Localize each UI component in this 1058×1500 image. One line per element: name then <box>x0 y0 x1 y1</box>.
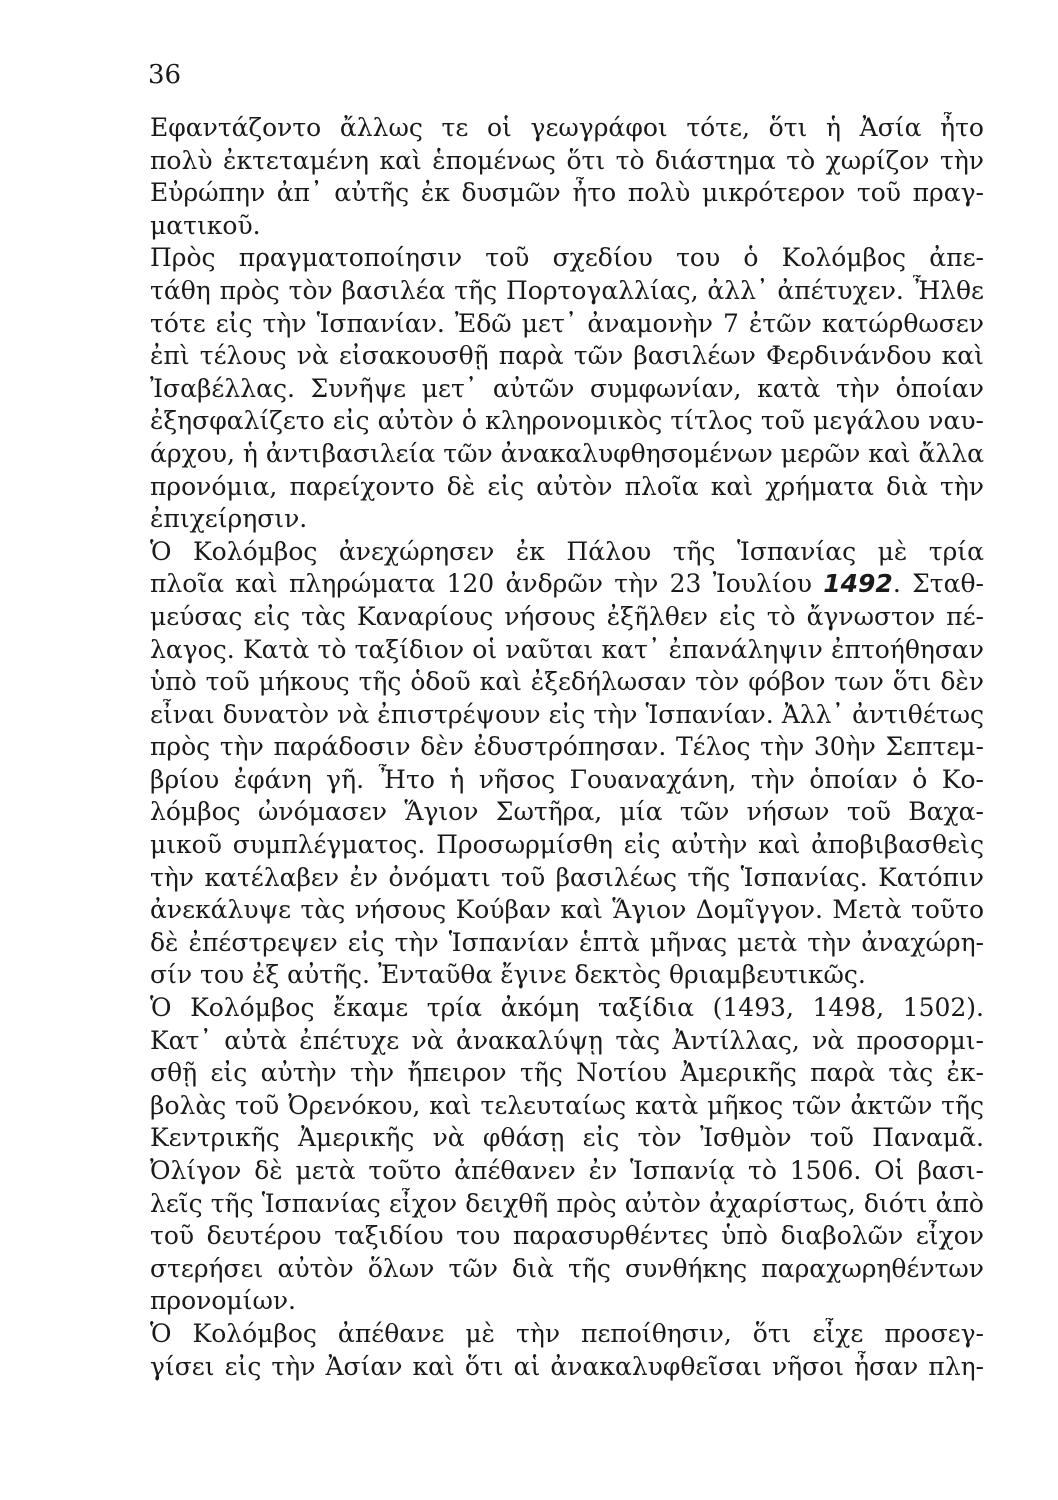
text-line: Ὁ Κολόμβος ἀνεχώρησεν ἐκ Πάλου τῆς Ἱσπανίας μὲ τρία <box>150 536 984 566</box>
text-line: λεῖς τῆς Ἱσπανίας εἶχον δειχθῆ πρὸς αὐτὸν ἀχαρίστως, διότι ἀπὸ <box>150 1188 984 1218</box>
text-line: Κατ᾿ αὐτὰ ἐπέτυχε νὰ ἀνακαλύψῃ τὰς Ἀντίλλας, νὰ προσορμι- <box>150 1025 984 1055</box>
page-number: 36 <box>148 60 182 90</box>
text-line: λαγος. Κατὰ τὸ ταξίδιον οἱ ναῦται κατ᾿ ἐπανάληψιν ἐπτοήθησαν <box>150 634 984 664</box>
text-line: λόμβος ὠνόμασεν Ἅγιον Σωτῆρα, μία τῶν νήσων τοῦ Βαχα- <box>150 797 984 827</box>
text-line: άρχου, ἡ ἀντιβασιλεία τῶν ἀνακαλυφθησομένων μερῶν καὶ ἄλλα <box>150 438 984 468</box>
text-line: ἐπιχείρησιν. <box>150 504 308 534</box>
text-line: τάθη πρὸς τὸν βασιλέα τῆς Πορτογαλλίας, ἀλλ᾿ ἀπέτυχεν. Ἦλθε <box>150 275 984 305</box>
text-line: βρίου ἐφάνη γῆ. Ἦτο ἡ νῆσος Γουαναχάνη, τὴν ὁποίαν ὁ Κο- <box>150 764 984 794</box>
text-line: σίν του ἐξ αὐτῆς. Ἐνταῦθα ἔγινε δεκτὸς θριαμβευτικῶς. <box>150 960 866 990</box>
text-line: εἶναι δυνατὸν νὰ ἐπιστρέψουν εἰς τὴν Ἱσπανίαν. Ἀλλ᾿ ἀντιθέτως <box>150 699 984 729</box>
text-line: σθῇ εἰς αὐτὴν τὴν ἤπειρον τῆς Νοτίου Ἀμερικῆς παρὰ τὰς ἐκ- <box>150 1058 984 1088</box>
text-line: Πρὸς πραγματοποίησιν τοῦ σχεδίου του ὁ Κολόμβος ἀπε- <box>150 243 984 273</box>
text-line: δὲ ἐπέστρεψεν εἰς τὴν Ἱσπανίαν ἑπτὰ μῆνας μετὰ τὴν ἀναχώρη- <box>150 927 984 957</box>
text-line: Εὐρώπην ἀπ᾿ αὐτῆς ἐκ δυσμῶν ἦτο πολὺ μικρότερον τοῦ πραγ- <box>150 178 984 208</box>
text-line: ματικοῦ. <box>150 210 261 240</box>
year-1492: 1492 <box>823 569 893 599</box>
text-line: πρὸς τὴν παράδοσιν δὲν ἐδυστρόπησαν. Τέλος τὴν 30ὴν Σεπτεμ- <box>150 732 984 762</box>
text-line: τοῦ δευτέρου ταξιδίου του παρασυρθέντες ὑπὸ διαβολῶν εἶχον <box>150 1221 984 1251</box>
text-segment: πλοῖα καὶ πληρώματα 120 ἀνδρῶν τὴν 23 Ἰουλίου <box>150 569 812 599</box>
text-line: Ὁ Κολόμβος ἀπέθανε μὲ τὴν πεποίθησιν, ὅτι εἶχε προσεγ- <box>150 1318 984 1348</box>
text-line: Εφαντάζοντο ἄλλως τε οἱ γεωγράφοι τότε, ὅτι ἡ Ἀσία ἦτο <box>150 113 984 142</box>
text-line: μικοῦ συμπλέγματος. Προσωρμίσθη εἰς αὐτὴν καὶ ἀποβιβασθεὶς <box>150 830 984 860</box>
text-line-with-year <box>150 568 984 601</box>
text-line: πολὺ ἐκτεταμένη καὶ ἑπομένως ὅτι τὸ διάστημα τὸ χωρίζον τὴν <box>150 145 984 175</box>
text-line: προνόμια, παρείχοντο δὲ εἰς αὐτὸν πλοῖα καὶ χρήματα διὰ τὴν <box>150 471 984 501</box>
text-line: στερήσει αὐτὸν ὅλων τῶν διὰ τῆς συνθήκης παραχωρηθέντων <box>150 1253 984 1283</box>
text-line: βολὰς τοῦ Ὀρενόκου, καὶ τελευταίως κατὰ μῆκος τῶν ἀκτῶν τῆς <box>150 1090 984 1120</box>
text-line: Ὁ Κολόμβος ἔκαμε τρία ἀκόμη ταξίδια (1493, 1498, 1502). <box>150 993 984 1023</box>
text-line: τὴν κατέλαβεν ἐν ὀνόματι τοῦ βασιλέως τῆς Ἱσπανίας. Κατόπιν <box>150 862 984 892</box>
text-line: Ὀλίγον δὲ μετὰ τοῦτο ἀπέθανεν ἐν Ἱσπανίᾳ τὸ 1506. Οἱ βασι- <box>150 1156 984 1185</box>
text-line: ἀνεκάλυψε τὰς νήσους Κούβαν καὶ Ἅγιον Δομῖγγον. Μετὰ τοῦτο <box>150 895 984 925</box>
text-line: τότε εἰς τὴν Ἱσπανίαν. Ἐδῶ μετ᾿ ἀναμονὴν 7 ἐτῶν κατώρθωσεν <box>150 308 984 338</box>
text-line: ἐπὶ τέλους νὰ εἰσακουσθῇ παρὰ τῶν βασιλέων Φερδινάνδου καὶ <box>150 341 984 371</box>
text-line: Κεντρικῆς Ἀμερικῆς νὰ φθάσῃ εἰς τὸν Ἰσθμὸν τοῦ Παναμᾶ. <box>150 1123 984 1153</box>
text-line: προνομίων. <box>150 1286 297 1316</box>
body-text <box>150 112 984 1383</box>
text-segment: . Σταθ- <box>892 569 984 599</box>
text-line: μεύσας εἰς τὰς Καναρίους νήσους ἐξῆλθεν εἰς τὸ ἄγνωστον πέ- <box>150 601 984 631</box>
text-line: γίσει εἰς τὴν Ἀσίαν καὶ ὅτι αἱ ἀνακαλυφθεῖσαι νῆσοι ἦσαν πλη- <box>150 1351 984 1381</box>
text-line: Ἰσαβέλλας. Συνῆψε μετ᾿ αὐτῶν συμφωνίαν, κατὰ τὴν ὁποίαν <box>150 373 984 403</box>
text-line: ὑπὸ τοῦ μήκους τῆς ὁδοῦ καὶ ἐξεδήλωσαν τὸν φόβον των ὅτι δὲν <box>150 667 984 697</box>
text-line: ἐξησφαλίζετο εἰς αὐτὸν ὁ κληρονομικὸς τίτλος τοῦ μεγάλου ναυ- <box>150 406 984 436</box>
